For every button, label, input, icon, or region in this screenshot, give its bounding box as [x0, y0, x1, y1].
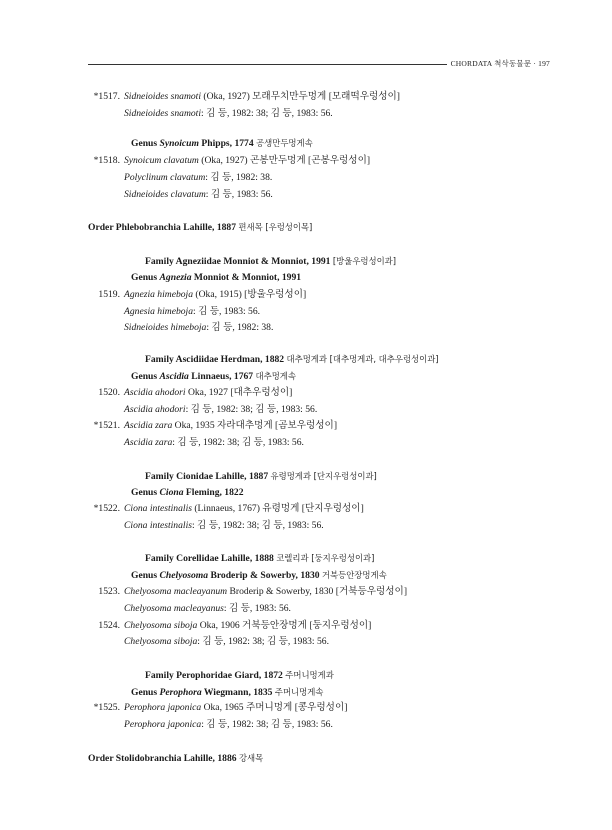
family-name: Family Corellidae Lahille, 1888: [145, 553, 277, 564]
synonym-refs: : 김 등, 1982: 38; 김 등, 1983: 56.: [197, 636, 329, 647]
species-name: Sidneioides snamoti: [124, 91, 202, 102]
synonym-entry: [124, 603, 291, 615]
genus-heading: [131, 370, 296, 383]
genus-name: Perophora: [159, 687, 202, 698]
genus-heading: [131, 569, 387, 582]
entry-number: 1523.: [98, 586, 120, 597]
genus-prefix: Genus: [131, 272, 160, 283]
order-heading: [88, 752, 263, 765]
family-korean-name: 대추멍게과 [대추멍게과, 대추우렁성이과]: [286, 354, 439, 364]
synonym-entry: [124, 189, 273, 201]
species-name: Chelyosoma siboja: [124, 620, 198, 631]
species-details: Oka, 1906 거북등안장멍게 [둥지우렁성이]: [197, 620, 372, 631]
synonym-entry: [124, 306, 260, 318]
genus-authority: Monniot & Monniot, 1991: [191, 272, 302, 283]
synonym-refs: : 김 등, 1983: 56.: [223, 603, 291, 614]
species-entry: [124, 586, 407, 598]
genus-prefix: Genus: [131, 138, 160, 149]
genus-authority: Wiegmann, 1835: [201, 687, 275, 698]
genus-authority: Phipps, 1774: [198, 138, 257, 149]
species-details: (Oka, 1927) 곤봉만두멍게 [곤봉우렁성이]: [198, 155, 371, 166]
entry-number: *1518.: [93, 155, 120, 166]
order-name: Order Stolidobranchia Lahille, 1886: [88, 753, 239, 764]
entry-number: *1517.: [93, 91, 120, 102]
order-korean-name: 강새목: [238, 753, 264, 763]
genus-korean-name: 주머니멍게속: [274, 687, 324, 697]
genus-authority: Fleming, 1822: [183, 487, 244, 498]
entry-number: 1524.: [98, 620, 120, 631]
synonym-name: Polyclinum clavatum: [124, 172, 206, 183]
synonym-name: Ciona intestinalis: [124, 520, 192, 531]
entry-number: *1525.: [93, 702, 120, 713]
species-name: Perophora japonica: [124, 702, 202, 713]
family-korean-name: 유령멍게과 [단지우렁성이과]: [270, 471, 377, 481]
genus-prefix: Genus: [131, 371, 160, 382]
genus-name: Synoicum: [159, 138, 199, 149]
synonym-name: Sidneioides clavatum: [124, 189, 206, 200]
genus-prefix: Genus: [131, 487, 160, 498]
species-entry: [124, 420, 337, 432]
genus-heading: [131, 487, 244, 499]
species-entry: [124, 620, 371, 632]
synonym-entry: [124, 719, 333, 731]
species-details: (Oka, 1915) [방울우렁성이]: [193, 289, 307, 300]
order-name: Order Phlebobranchia Lahille, 1887: [88, 222, 239, 233]
synonym-refs: : 김 등, 1982: 38; 김 등, 1983: 56.: [201, 719, 333, 730]
entry-number: *1522.: [93, 503, 120, 514]
synonym-entry: [124, 404, 317, 416]
species-name: Chelyosoma macleayanum: [124, 586, 228, 597]
synonym-name: Sidneioides himeboja: [124, 322, 207, 333]
genus-authority: Linnaeus, 1767: [188, 371, 256, 382]
genus-korean-name: 공생만두멍게속: [256, 138, 313, 148]
synonym-entry: [124, 172, 272, 184]
species-name: Ascidia ahodori: [124, 387, 186, 398]
synonym-name: Ascidia ahodori: [124, 404, 186, 415]
order-korean-name: 편새목 [우렁성이목]: [238, 222, 313, 232]
synonym-refs: : 김 등, 1983: 56.: [205, 189, 273, 200]
synonym-name: Perophora japonica: [124, 719, 202, 730]
synonym-entry: [124, 636, 329, 648]
synonym-refs: : 김 등, 1982: 38.: [205, 172, 273, 183]
header-title: CHORDATA 척삭동물문 · 197: [447, 58, 550, 70]
synonym-refs: : 김 등, 1982: 38; 김 등, 1983: 56.: [191, 520, 324, 531]
family-name: Family Cionidae Lahille, 1887: [145, 471, 271, 482]
entry-number: 1520.: [98, 387, 120, 398]
species-name: Ascidia zara: [124, 420, 173, 431]
synonym-entry: [124, 322, 273, 334]
synonym-entry: [124, 520, 324, 532]
family-name: Family Agneziidae Monniot & Monniot, 1991: [145, 256, 333, 267]
synonym-entry: [124, 108, 333, 120]
entry-number: 1519.: [98, 289, 120, 300]
species-entry: [124, 503, 364, 515]
genus-korean-name: 대추멍게속: [255, 371, 296, 381]
synonym-entry: [124, 437, 304, 449]
family-heading: [145, 353, 439, 366]
family-heading: [145, 255, 396, 268]
species-name: Ciona intestinalis: [124, 503, 192, 514]
genus-heading: [131, 137, 313, 150]
species-name: Agnezia himeboja: [124, 289, 194, 300]
species-details: (Oka, 1927) 모래무치만두멍게 [모래떡우렁성이]: [201, 91, 400, 102]
species-details: Oka, 1935 자라대추멍게 [곰보우렁성이]: [172, 420, 338, 431]
species-details: Oka, 1927 [대추우렁성이]: [185, 387, 293, 398]
synonym-name: Agnesia himeboja: [124, 306, 194, 317]
synonym-refs: : 김 등, 1982: 38; 김 등, 1983: 56.: [185, 404, 318, 415]
genus-authority: Broderip & Sowerby, 1830: [208, 570, 322, 581]
family-korean-name: [방울우렁성이과]: [332, 256, 397, 266]
species-entry: [124, 91, 400, 103]
synonym-name: Ascidia zara: [124, 437, 173, 448]
genus-name: Ascidia: [159, 371, 189, 382]
synonym-name: Chelyosoma macleayanus: [124, 603, 224, 614]
genus-name: Agnezia: [159, 272, 192, 283]
species-name: Synoicum clavatum: [124, 155, 199, 166]
synonym-refs: : 김 등, 1983: 56.: [193, 306, 261, 317]
species-entry: [124, 155, 370, 167]
genus-prefix: Genus: [131, 570, 160, 581]
species-entry: [124, 387, 292, 399]
synonym-refs: : 김 등, 1982: 38; 김 등, 1983: 56.: [172, 437, 304, 448]
family-name: Family Perophoridae Giard, 1872: [145, 670, 286, 681]
species-entry: [124, 289, 306, 301]
synonym-refs: : 김 등, 1982: 38.: [206, 322, 274, 333]
species-details: Oka, 1965 주머니멍게 [콩우렁성이]: [201, 702, 348, 713]
running-header: [88, 58, 550, 70]
genus-name: Ciona: [159, 487, 184, 498]
family-korean-name: 주머니멍게과: [285, 670, 334, 680]
family-heading: [145, 470, 377, 483]
entry-number: *1521.: [93, 420, 120, 431]
genus-heading: [131, 272, 301, 284]
genus-korean-name: 거북등안장멍게속: [321, 570, 387, 580]
family-heading: [145, 669, 334, 682]
synonym-name: Sidneioides snamoti: [124, 108, 202, 119]
family-name: Family Ascidiidae Herdman, 1882: [145, 354, 287, 365]
family-heading: [145, 552, 374, 565]
order-heading: [88, 221, 312, 234]
species-entry: [124, 702, 347, 714]
species-details: (Linnaeus, 1767) 유령멍게 [단지우렁성이]: [191, 503, 364, 514]
genus-heading: [131, 686, 323, 699]
family-korean-name: 코렐리과 [둥지우렁성이과]: [276, 553, 375, 563]
genus-name: Chelyosoma: [159, 570, 209, 581]
synonym-name: Chelyosoma siboja: [124, 636, 198, 647]
genus-prefix: Genus: [131, 687, 160, 698]
species-details: Broderip & Sowerby, 1830 [거북등우렁성이]: [227, 586, 408, 597]
synonym-refs: : 김 등, 1982: 38; 김 등, 1983: 56.: [201, 108, 333, 119]
